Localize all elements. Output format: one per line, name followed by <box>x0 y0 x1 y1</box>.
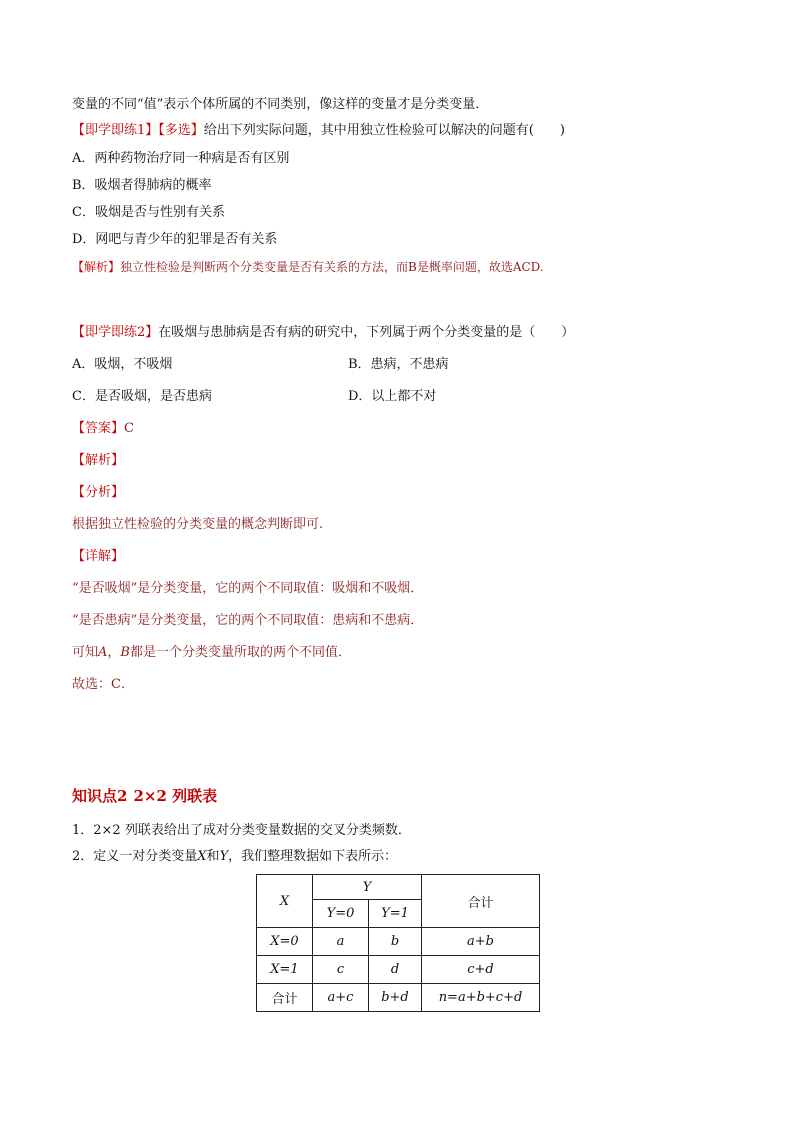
header-y: Y <box>313 875 422 900</box>
q2-tag: 【即学即练2】 <box>72 325 159 340</box>
q1-analysis-tag: 【解析】 <box>72 260 121 274</box>
q1-question-line <box>72 122 565 140</box>
table-row <box>257 984 540 1012</box>
row-total: n=a+b+c+d <box>422 984 540 1012</box>
detail3-a: A <box>98 645 108 660</box>
cell: b+d <box>369 984 422 1012</box>
q2-question: 在吸烟与患肺病是否有病的研究中，下列属于两个分类变量的是（ ） <box>158 325 575 340</box>
q1-question: 给出下列实际问题，其中用独立性检验可以解决的问题有( ) <box>203 123 565 138</box>
fenxi-tag: 【分析】 <box>72 485 125 500</box>
q2-answer-line <box>72 420 134 438</box>
detail3-b: B <box>120 645 130 660</box>
q1-analysis: 独立性检验是判断两个分类变量是否有关系的方法，而B是概率问题，故选ACD. <box>120 260 544 274</box>
fenxi-text: 根据独立性检验的分类变量的概念判断即可. <box>72 517 324 532</box>
detail-line-2: “是否患病”是分类变量，它的两个不同取值：患病和不患病． <box>72 613 424 628</box>
row-total: c+d <box>422 956 540 984</box>
q1-tag: 【即学即练1】 <box>72 123 159 138</box>
point-1: 1．2×2 列联表给出了成对分类变量数据的交叉分类频数． <box>72 823 411 838</box>
q2-option-d: D．以上都不对 <box>348 389 437 404</box>
detail3-sep: ， <box>107 645 121 660</box>
section-heading <box>72 785 223 806</box>
row-label: X=0 <box>257 928 313 956</box>
detail3-pre: 可知 <box>72 645 99 660</box>
answer-value: C <box>124 421 134 436</box>
point-2 <box>72 848 397 866</box>
cell: c <box>313 956 369 984</box>
col-y0: Y=0 <box>313 900 369 928</box>
p2-x: X <box>197 849 207 864</box>
detail-line-1: “是否吸烟”是分类变量，它的两个不同取值：吸烟和不吸烟． <box>72 581 424 596</box>
p2-mid: 和 <box>206 849 220 864</box>
q1-type-tag: 【多选】 <box>158 123 204 138</box>
answer-tag: 【答案】 <box>72 421 125 436</box>
row-label: X=1 <box>257 956 313 984</box>
row-total: a+b <box>422 928 540 956</box>
section-title: 2×2 列联表 <box>133 787 218 805</box>
header-x: X <box>257 875 313 928</box>
conclusion: 故选：C． <box>72 677 134 692</box>
q1-option-c: C．吸烟是否与性别有关系 <box>72 205 225 220</box>
q2-option-b: B．患病，不患病 <box>348 357 449 372</box>
q2-option-a: A．吸烟，不吸烟 <box>72 357 173 372</box>
q1-option-a: A．两种药物治疗同一种病是否有区别 <box>72 151 290 166</box>
q2-option-c: C．是否吸烟，是否患病 <box>72 389 212 404</box>
q1-option-b: B．吸烟者得肺病的概率 <box>72 178 212 193</box>
xiangjie-tag: 【详解】 <box>72 549 125 564</box>
jiexi-tag: 【解析】 <box>72 453 125 468</box>
intro-line: 变量的不同“值”表示个体所属的不同类别，像这样的变量才是分类变量． <box>72 97 489 112</box>
p2-y: Y <box>219 849 229 864</box>
p2-pre: 2．定义一对分类变量 <box>72 849 198 864</box>
row-label: 合计 <box>257 984 313 1012</box>
detail3-post: 都是一个分类变量所取的两个不同值． <box>129 645 351 660</box>
section-number: 知识点2 <box>72 787 128 805</box>
cell: a <box>313 928 369 956</box>
p2-post: ，我们整理数据如下表所示： <box>228 849 398 864</box>
header-total: 合计 <box>422 875 540 928</box>
q1-option-d: D．网吧与青少年的犯罪是否有关系 <box>72 232 278 247</box>
col-y1: Y=1 <box>369 900 422 928</box>
cell: b <box>369 928 422 956</box>
q2-question-line <box>72 324 574 342</box>
detail-line-3 <box>72 644 351 662</box>
q1-analysis-line <box>72 258 544 276</box>
cell: d <box>369 956 422 984</box>
table-row <box>257 956 540 984</box>
contingency-table <box>256 874 540 1012</box>
table-row <box>257 928 540 956</box>
cell: a+c <box>313 984 369 1012</box>
